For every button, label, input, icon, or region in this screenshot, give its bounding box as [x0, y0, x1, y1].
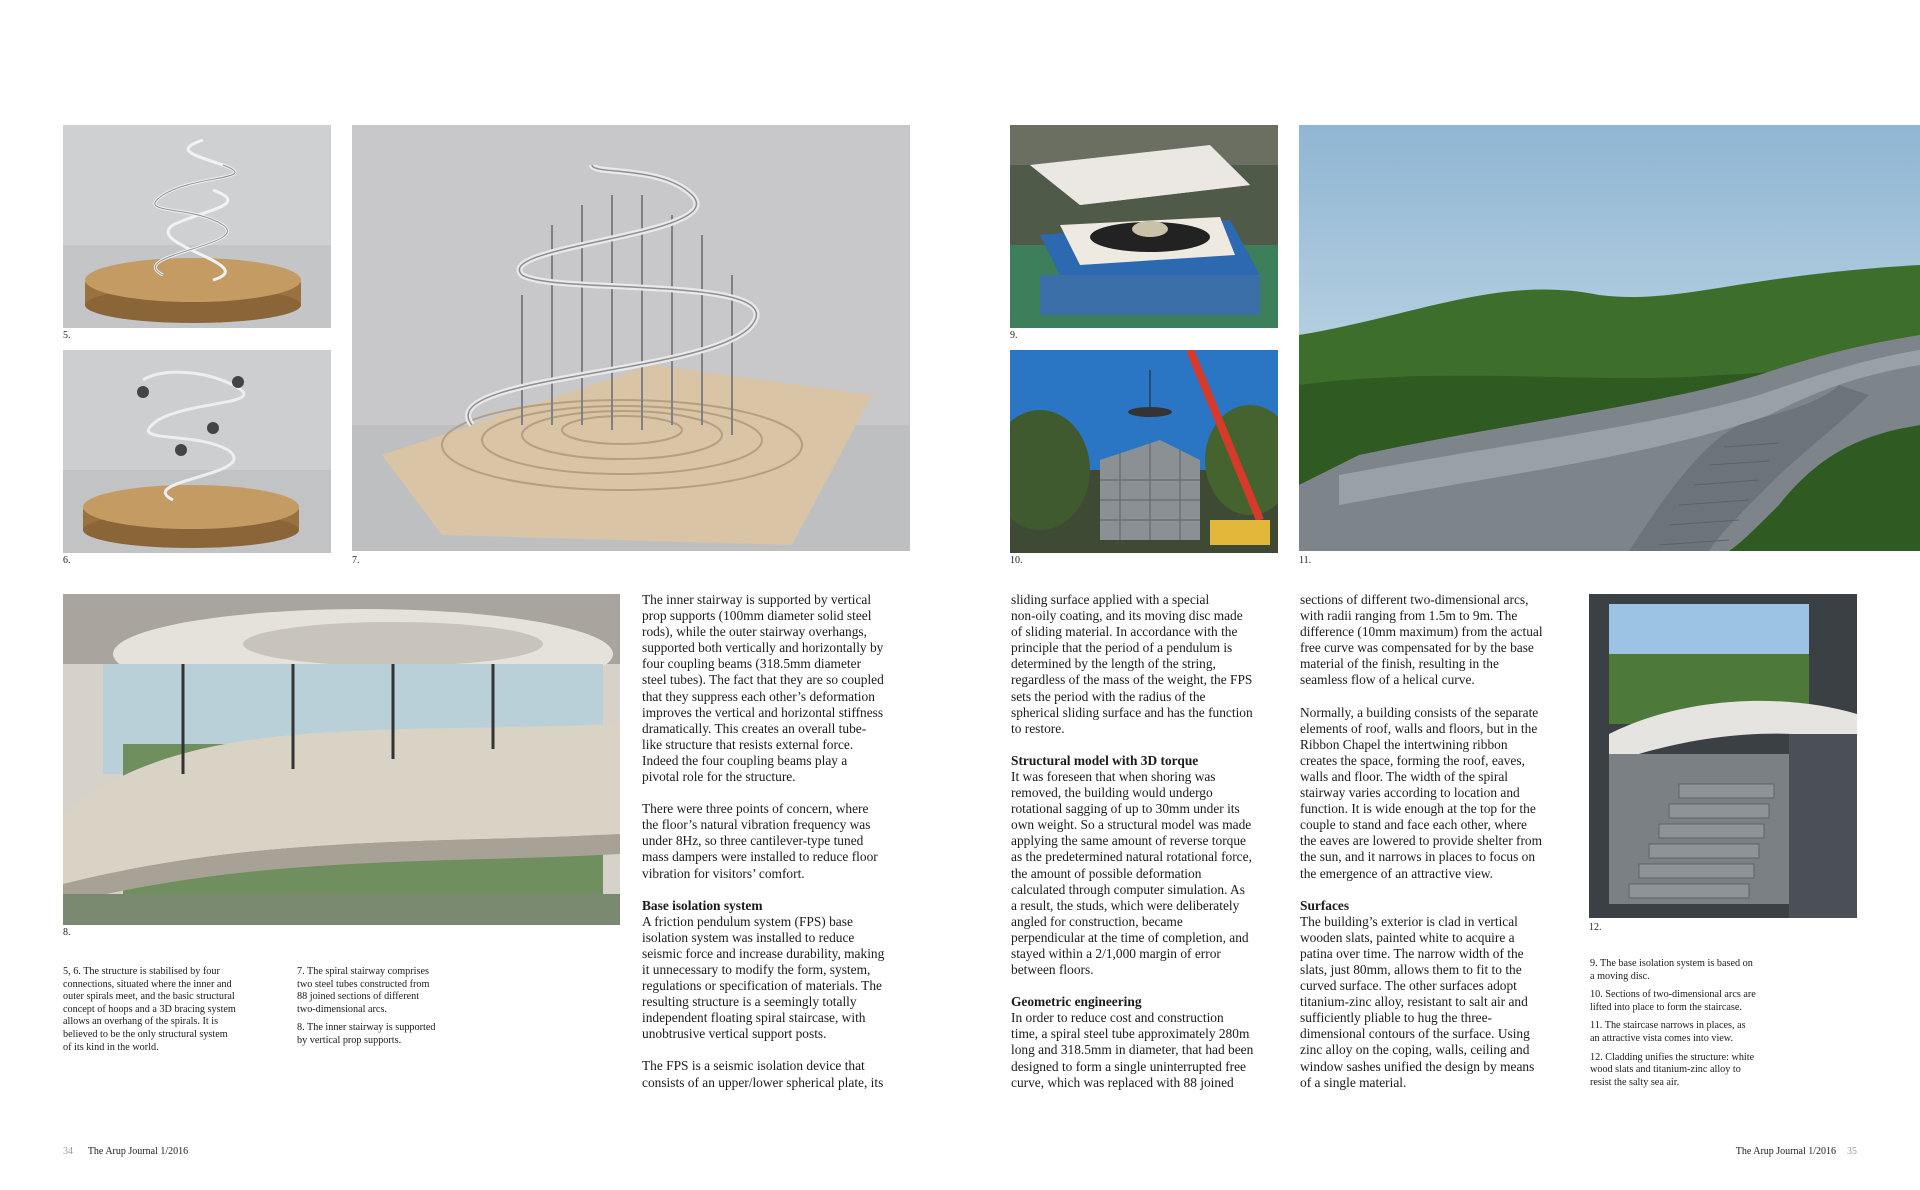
figure-number: 11.	[1299, 555, 1312, 566]
caption-text: 11. The staircase narrows in places, as an attractive vista comes into view.	[1590, 1020, 1746, 1044]
body-column-1	[642, 592, 922, 1107]
caption-figures-7-8	[297, 966, 487, 1054]
photo-chapel-interior-oculus	[63, 594, 620, 925]
page-number: 34	[63, 1146, 73, 1157]
body-paragraph: The FPS is a seismic isolation device that consists of an upper/lower spherical plate, its	[642, 1058, 884, 1090]
body-paragraph: In order to reduce cost and construction time, a spiral steel tube approximately 280m long and 318.5mm in diameter, that had been designed to form a single uninterrupted free curve, which was replaced with 88 joined	[1011, 1010, 1254, 1090]
photo-spiral-walkway-forest	[1299, 125, 1920, 551]
caption-text: 9. The base isolation system is based on a moving disc.	[1590, 958, 1753, 982]
caption-text: 7. The spiral stairway comprises two steel tubes constructed from 88 joined sections of different two-dimensional arcs.	[297, 966, 430, 1015]
journal-title: The Arup Journal 1/2016	[1735, 1146, 1836, 1157]
photo-base-isolation-disc	[1010, 125, 1278, 328]
section-heading: Geometric engineering	[1011, 994, 1142, 1010]
figure-number: 6.	[63, 555, 71, 566]
page-number: 35	[1847, 1146, 1857, 1157]
caption-text: 10. Sections of two-dimensional arcs are lifted into place to form the staircase.	[1590, 989, 1756, 1013]
journal-title: The Arup Journal 1/2016	[87, 1146, 189, 1157]
figure-number: 10.	[1010, 555, 1023, 566]
body-paragraph: sliding surface applied with a special non-oily coating, and its moving disc made of sliding material. In accordance with the principle that the period of a pendulum is determined by the length of the string, regardless of the mass of the weight, the FPS sets the period with the radius of the spherical sliding surface and has the function to restore.	[1011, 592, 1253, 736]
figure-number: 8.	[63, 927, 71, 938]
body-paragraph: A friction pendulum system (FPS) base isolation system was installed to reduce seismic force and increase durability, making it unnecessary to modify the form, system, regulations or specification of materials. The resulting structure is a seemingly totally independent floating spiral staircase, with unobtrusive vertical support posts.	[642, 913, 885, 1042]
caption-figures-5-6	[63, 966, 283, 1060]
photo-stair-cladding	[1589, 594, 1857, 918]
footer-right	[1736, 1146, 1857, 1158]
figure-number: 12.	[1589, 922, 1602, 933]
figure-number: 7.	[352, 555, 360, 566]
photo-construction-crane	[1010, 350, 1278, 553]
photo-model-wood-base	[352, 125, 910, 551]
body-paragraph: Normally, a building consists of the separate elements of roof, walls and floors, but in the Ribbon Chapel the intertwining ribbon creates the space, forming the roof, eaves, walls and floor. The width of the spiral stairway varies according to location and function. It is wide enough at the top for the couple to stand and face each other, where the eaves are lowered to provide shelter from the sun, and it narrows in places to focus on the emergence of an attractive view.	[1300, 704, 1543, 881]
caption-text: 12. Cladding unifies the structure: white wood slats and titanium-zinc alloy to resist the salty sea air.	[1590, 1051, 1755, 1088]
body-paragraph: sections of different two-dimensional arcs, with radii ranging from 1.5m to 9m. The difference (10mm maximum) from the actual free curve was compensated for by the base material of the finish, resulting in the seamless flow of a helical curve.	[1300, 592, 1543, 688]
body-column-3	[1300, 592, 1585, 1107]
section-heading: Surfaces	[1300, 897, 1350, 913]
caption-text: 5, 6. The structure is stabilised by four connections, situated where the inner and outer spirals meet, and the basic structural concept of hoops and a 3D bracing system allows an overhang of the spirals. It is believed to be the only structural system of its kind in the world.	[63, 966, 236, 1053]
figure-number: 5.	[63, 330, 71, 341]
section-heading: Structural model with 3D torque	[1011, 752, 1199, 768]
body-paragraph: There were three points of concern, where the floor’s natural vibration frequency was under 8Hz, so three cantilever-type tuned mass dampers were installed to reduce floor vibration for visitors’ comfort.	[642, 801, 878, 881]
photo-model-cork-spiral-clamps	[63, 350, 331, 553]
body-paragraph: It was foreseen that when shoring was removed, the building would undergo rotational sagging of up to 30mm under its own weight. So a structural model was made applying the same amount of reverse torque as the predetermined natural rotational force, the amount of possible deformation calculated through computer simulation. As a result, the studs, which were deliberately angled for construction, became perpendicular at the time of completion, and stayed within a 2/1,000 margin of error between floors.	[1011, 768, 1252, 978]
body-column-2	[1011, 592, 1291, 1107]
footer-left	[63, 1146, 188, 1158]
figure-number: 9.	[1010, 330, 1018, 341]
photo-model-cork-spiral	[63, 125, 331, 328]
body-paragraph: The inner stairway is supported by vertical prop supports (100mm diameter solid steel rods), while the outer stairway overhangs, supported both vertically and horizontally by four coupling beams (318.5mm diameter steel tubes). The fact that they are so coupled that they suppress each other’s deformation improves the vertical and horizontal stiffness dramatically. This creates an overall tube- like structure that resists external force. Indeed the four coupling beams play a pivotal role for the structure.	[642, 592, 884, 785]
caption-text: 8. The inner stairway is supported by vertical prop supports.	[297, 1022, 436, 1046]
section-heading: Base isolation system	[642, 897, 763, 913]
caption-figures-9-12	[1590, 958, 1800, 1095]
body-paragraph: The building’s exterior is clad in vertical wooden slats, painted white to acquire a patina over time. The narrow width of the slats, just 80mm, allows them to fit to the curved surface. The other surfaces adopt titanium-zinc alloy, resistant to salt air and sufficiently pliable to hug the three- dimensional contours of the surface. Using zinc alloy on the coping, walls, ceiling and window sashes unified the design by means of a single material.	[1300, 913, 1535, 1090]
